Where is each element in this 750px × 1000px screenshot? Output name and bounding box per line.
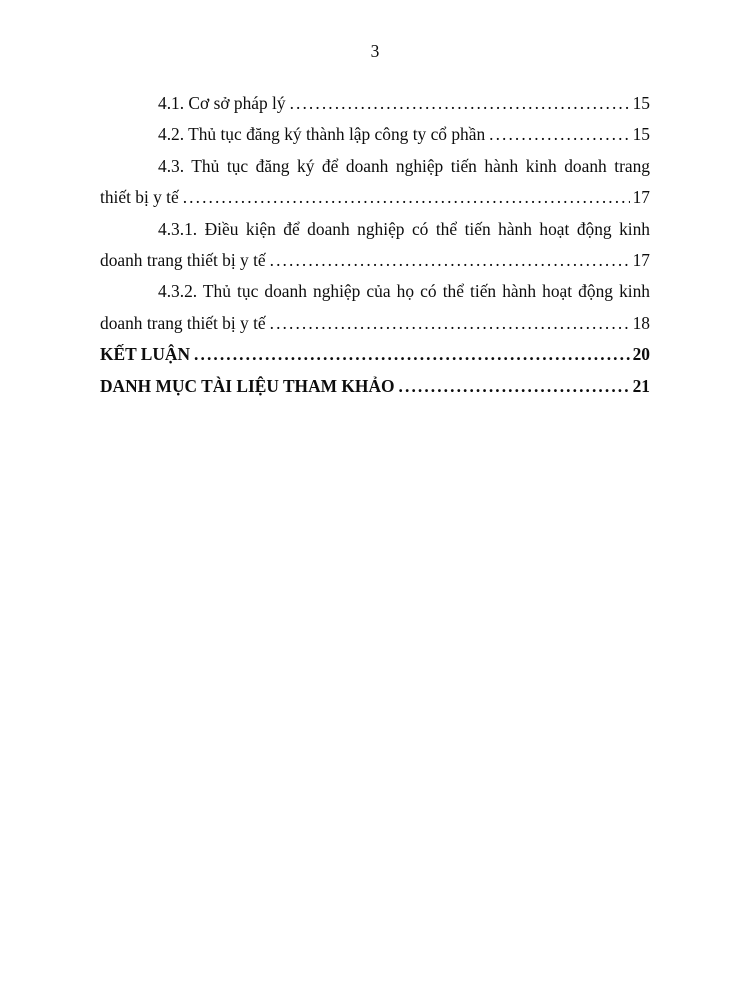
toc-entry-page-number: 20 — [632, 344, 650, 365]
toc-entry-label: 4.2. Thủ tục đăng ký thành lập công ty cổ phần — [158, 124, 486, 145]
toc-entry-leader-row — [100, 245, 650, 276]
toc-entry-leader-row — [100, 88, 650, 119]
toc-entry — [100, 151, 650, 214]
toc-entry-label: 4.1. Cơ sở pháp lý — [158, 93, 286, 113]
toc-entry-leader-row — [100, 371, 650, 402]
dot-leader — [183, 182, 630, 213]
toc-entry-page-number: 17 — [632, 187, 650, 208]
toc-entry-text-line: 4.3.1. Điều kiện để doanh nghiệp có thể tiến hành hoạt động kinh — [158, 218, 650, 239]
toc-entry-leader-row — [100, 308, 650, 339]
page-number: 3 — [370, 41, 380, 61]
toc-entry-page-number: 18 — [632, 312, 650, 333]
toc-entry — [100, 214, 650, 277]
dot-leader — [290, 88, 630, 119]
toc-entry — [100, 339, 650, 370]
toc-entry — [100, 276, 650, 339]
toc-entry-page-number: 17 — [632, 250, 650, 271]
toc-entry-label: thiết bị y tế — [100, 187, 179, 208]
toc-entry-page-number: 15 — [632, 124, 650, 145]
toc-entry-leader-row — [100, 339, 650, 370]
toc-entry-leader-row — [100, 119, 650, 150]
toc-entry-label: KẾT LUẬN — [100, 344, 191, 365]
dot-leader — [194, 339, 630, 370]
toc-entry-label: doanh trang thiết bị y tế — [100, 250, 266, 271]
toc-entry-label: DANH MỤC TÀI LIỆU THAM KHẢO — [100, 375, 395, 396]
toc-entry-page-number: 21 — [632, 375, 650, 396]
toc-entry-text-line: 4.3. Thủ tục đăng ký để doanh nghiệp tiến hành kinh doanh trang — [158, 155, 650, 176]
dot-leader — [270, 308, 630, 339]
toc-entry — [100, 88, 650, 119]
toc-entry-page-number: 15 — [632, 93, 650, 113]
toc-entry — [100, 371, 650, 402]
dot-leader — [270, 245, 630, 276]
toc-entry-label: doanh trang thiết bị y tế — [100, 312, 266, 333]
dot-leader — [489, 119, 629, 150]
dot-leader — [399, 371, 630, 402]
toc-list — [100, 88, 650, 402]
toc-entry-text-line: 4.3.2. Thủ tục doanh nghiệp của họ có thể tiến hành hoạt động kinh — [158, 281, 650, 302]
toc-entry-leader-row — [100, 182, 650, 213]
toc-entry — [100, 119, 650, 150]
